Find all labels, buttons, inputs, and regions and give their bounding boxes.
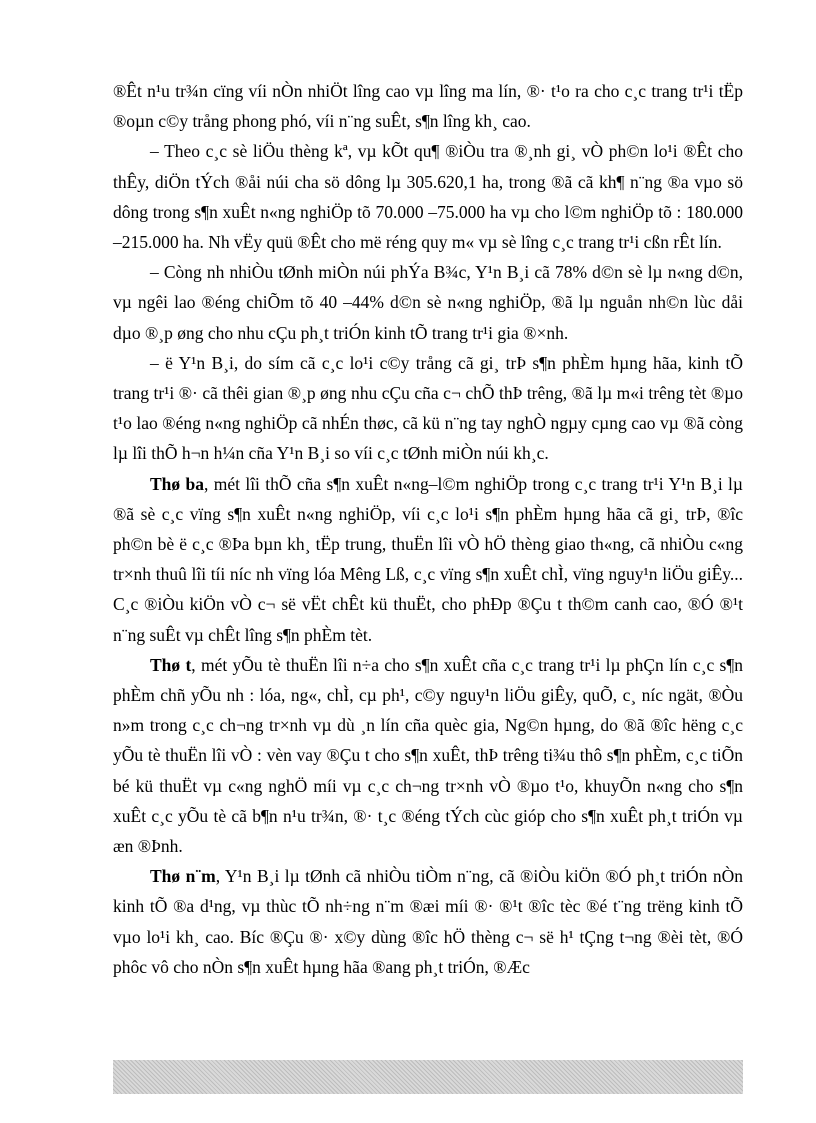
paragraph-6-lead: Thø t bbox=[150, 654, 192, 675]
paragraph-1: ®Êt n¹u tr¾n cïng víi nÒn nhiÖt lîng cao vµ lîng ma lín, ®· t¹o ra cho c¸c trang tr¹i tËp ®oµn c©y trång phong phó, víi n¨ng suÊt, s¶n lîng kh¸ cao. bbox=[113, 81, 743, 132]
paragraph-5-text: , mét lîi thÕ cña s¶n xuÊt n«ng–l©m nghiÖp trong c¸c trang tr¹i Y¹n B¸i lµ ®ã sè c¸c vïng s¶n xuÊt n«ng nghiÖp, víi c¸c lo¹i s¶n phÈm hµng hãa cã gi¸ trÞ, ®îc ph©n bè ë c¸c ®Þa bµn kh¸ tËp trung, thuËn lîi vÒ hÖ thèng giao th«ng, cã nhiÒu c«ng tr×nh thuû lîi tíi níc nh vïng lóa Mêng Lß, c¸c vïng s¶n xuÊt chÌ, vïng nguy¹n liÖu giÊy... C¸c ®iÒu kiÖn vÒ c¬ së vËt chÊt kü thuËt, cho phÐp ®Çu t th©m canh cao, ®Ó ®¹t n¨ng suÊt vµ chÊt lîng s¶n phÈm tèt. bbox=[113, 473, 743, 645]
paragraph-7-text: , Y¹n B¸i lµ tØnh cã nhiÒu tiÒm n¨ng, cã ®iÒu kiÖn ®Ó ph¸t triÓn nÒn kinh tÕ ®a d¹ng, vµ thùc tÕ nh÷ng n¨m ®æi míi ®· ®¹t ®îc tèc ®é t¨ng trëng kinh tÕ vµo lo¹i kh¸ cao. Bíc ®Çu ®· x©y dùng ®îc hÖ thèng c¬ së h¹ tÇng t¬ng ®èi tèt, ®Ó phôc vô cho nÒn s¶n xuÊt hµng hãa ®ang ph¸t triÓn, ®Æc bbox=[113, 866, 743, 977]
paragraph-4: – ë Y¹n B¸i, do sím cã c¸c lo¹i c©y trång cã gi¸ trÞ s¶n phÈm hµng hãa, kinh tÕ trang tr¹i ®· cã thêi gian ®¸p øng nhu cÇu cña c¬ chÕ thÞ trêng, ®ã lµ m«i trêng tèt ®µo t¹o lao ®éng n«ng nghiÖp cã nhÉn thøc, cã kü n¨ng tay nghÒ ngµy cµng cao vµ ®ã còng lµ lîi thÕ h¬n h¼n cña Y¹n B¸i so víi c¸c tØnh miÒn núi kh¸c. bbox=[113, 352, 743, 464]
footer-bar bbox=[113, 1060, 743, 1094]
paragraph-2: – Theo c¸c sè liÖu thèng kª, vµ kÕt qu¶ ®iÒu tra ®¸nh gi¸ vÒ ph©n lo¹i ®Êt cho thÊy, diÖn tÝch ®åi núi cha sö dông lµ 305.620,1 ha, trong ®ã cã kh¶ n¨ng ®a vµo sö dông trong s¶n xuÊt n«ng nghiÖp tõ 70.000 –75.000 ha vµ cho l©m nghiÖp tõ : 180.000 –215.000 ha. Nh vËy quü ®Êt cho më réng quy m« vµ sè lîng c¸c trang tr¹i cßn rÊt lín. bbox=[113, 141, 743, 253]
document-page bbox=[113, 76, 743, 982]
paragraph-7 bbox=[113, 861, 743, 982]
paragraph-6-text: , mét yÕu tè thuËn lîi n÷a cho s¶n xuÊt cña c¸c trang tr¹i lµ phÇn lín c¸c s¶n phÈm chñ yÕu nh : lóa, ng«, chÌ, cµ ph¹, c©y nguy¹n liÖu giÊy, quÕ, c¸ níc ngät, ®Òu n»m trong c¸c ch¬ng tr×nh vµ dù ¸n lín cña quèc gia, Ng©n hµng, do ®ã ®îc hëng c¸c yÕu tè thuËn lîi vÒ : vèn vay ®Çu t cho s¶n xuÊt, thÞ trêng ti¾u thô s¶n phÈm, c¸c tiÕn bé kü thuËt vµ c«ng nghÖ míi vµ c¸c ch¬ng tr×nh vÒ ®µo t¹o, khuyÕn n«ng cho s¶n xuÊt c¸c yÕu tè cã b¶n n¹u tr¾n, ®· t¸c ®éng tÝch cùc gióp cho s¶n xuÊt ph¸t triÓn vµ æn ®Þnh. bbox=[113, 654, 743, 857]
paragraph-3: – Còng nh nhiÒu tØnh miÒn núi phÝa B¾c, Y¹n B¸i cã 78% d©n sè lµ n«ng d©n, vµ ngêi lao ®éng chiÕm tõ 40 –44% d©n sè n«ng nghiÖp, ®ã lµ nguån nh©n lùc dåi dµo ®¸p øng cho nhu cÇu ph¸t triÓn kinh tÕ trang tr¹i gia ®×nh. bbox=[113, 262, 743, 343]
paragraph-5 bbox=[113, 469, 743, 650]
paragraph-5-lead: Thø ba bbox=[150, 473, 204, 494]
paragraph-6 bbox=[113, 650, 743, 861]
paragraph-7-lead: Thø n¨m bbox=[150, 866, 216, 887]
